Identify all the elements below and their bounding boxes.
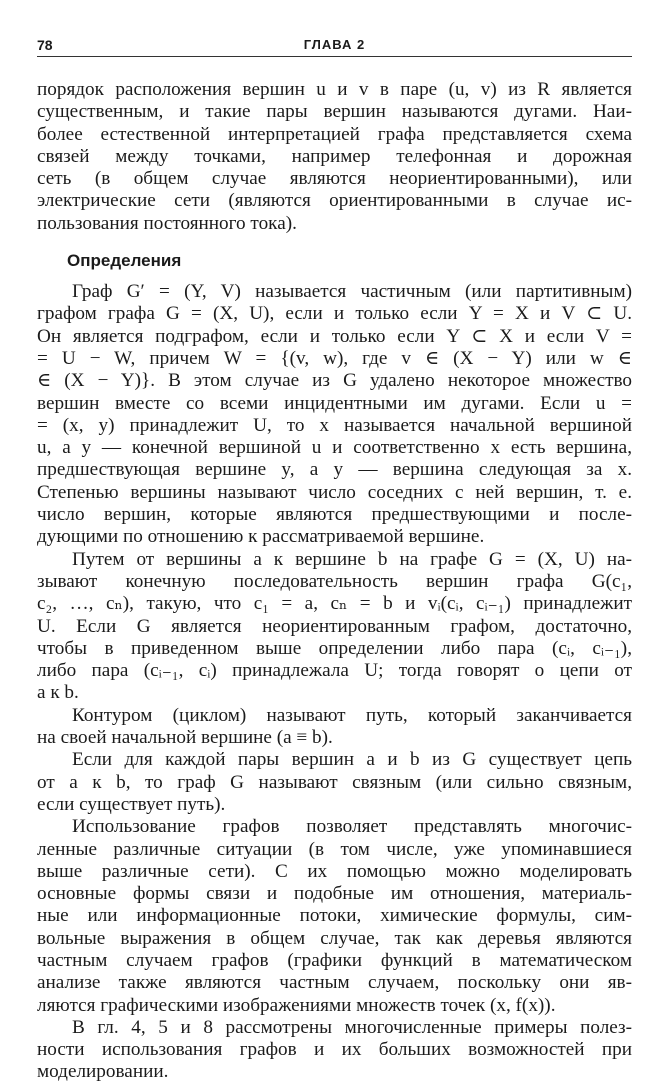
text-line: ленные различные ситуации (в том числе, уже упоминавшиеся	[37, 838, 632, 860]
text-line: Использование графов позволяет представлять многочис-	[72, 816, 632, 838]
paragraph-contour	[37, 705, 632, 750]
text-line: сеть (в общем случае являются неориентированными), или	[37, 168, 632, 190]
text-line: основные формы связи и подобные им отношения, материаль-	[37, 883, 632, 905]
text-line: предшествующая вершине y, а y — вершина следующая за x.	[37, 459, 632, 481]
text-line: Если для каждой пары вершин a и b из G существует цепь	[72, 749, 632, 771]
text-line: c₂, …, cₙ), такую, что c₁ = a, cₙ = b и vᵢ(cᵢ, cᵢ₋₁) принадлежит	[37, 593, 632, 615]
text-line: ляются графическими изображениями множеств точек (x, f(x)).	[37, 994, 556, 1016]
text-line: Он является подграфом, если и только если Y ⊂ X и если V =	[37, 325, 632, 347]
text-line: Степенью вершины называют число соседних с ней вершин, т. е.	[37, 481, 632, 503]
text-line: на своей начальной вершине (a ≡ b).	[37, 727, 333, 749]
text-line: более естественной интерпретацией графа представляется схема	[37, 123, 632, 145]
text-line: u, а y — конечной вершиной u и соответственно x есть вершина,	[37, 437, 632, 459]
text-line: зывают конечную последовательность вершин графа G(c₁,	[37, 570, 632, 592]
text-line: электрические сети (являются ориентированными в случае ис-	[37, 190, 632, 212]
text-line: Граф G′ = (Y, V) называется частичным (или партитивным)	[72, 281, 632, 303]
paragraph-path	[37, 549, 632, 705]
running-header	[37, 34, 632, 57]
text-line: вольные выражения в общем случае, так как деревья являются	[37, 927, 632, 949]
text-line: если существует путь).	[37, 793, 226, 815]
paragraph-chapters	[37, 1017, 632, 1084]
text-line: связей между точками, например телефонная и дорожная	[37, 145, 632, 167]
section-heading: Определения	[67, 251, 182, 271]
text-line: U. Если G является неориентированным графом, достаточно,	[37, 615, 632, 637]
text-line: выше различные сети). С их помощью можно моделировать	[37, 860, 632, 882]
text-line: a к b.	[37, 682, 79, 704]
text-line: либо пара (cᵢ₋₁, cᵢ) принадлежала U; тогда говорят о цепи от	[37, 660, 632, 682]
chapter-title: ГЛАВА 2	[303, 37, 366, 52]
book-page	[37, 34, 632, 1084]
paragraph-definitions	[37, 281, 632, 549]
intro-paragraph	[37, 79, 632, 235]
text-line: частным случаем графов (графики функций в математическом	[37, 949, 632, 971]
text-line: анализе также являются частным случаем, поскольку они яв-	[37, 972, 632, 994]
text-line: В гл. 4, 5 и 8 рассмотрены многочисленные примеры полез-	[72, 1016, 632, 1038]
text-line: число вершин, которые являются предшествующими и после-	[37, 504, 632, 526]
page-body	[37, 79, 632, 1084]
text-line: ные или информационные потоки, химические формулы, сим-	[37, 905, 632, 927]
text-line: чтобы в приведенном выше определении либо пара (cᵢ, cᵢ₋₁),	[37, 637, 632, 659]
text-line: моделировании.	[37, 1061, 169, 1083]
text-line: существенным, и такие пары вершин называются дугами. Наи-	[37, 101, 632, 123]
text-line: = (x, y) принадлежит U, то x называется начальной вершиной	[37, 414, 632, 436]
paragraph-usage	[37, 816, 632, 1017]
text-line: порядок расположения вершин u и v в паре (u, v) из R является	[37, 79, 632, 100]
text-line: Путем от вершины a к вершине b на графе G = (X, U) на-	[72, 548, 632, 570]
text-line: = U − W, причем W = {(v, w), где v ∈ (X − Y) или w ∈	[37, 347, 632, 369]
text-line: ности использования графов и их больших возможностей при	[37, 1039, 632, 1061]
text-line: графом графа G = (X, U), если и только если Y = X и V ⊂ U.	[37, 303, 632, 325]
text-line: Контуром (циклом) называют путь, который заканчивается	[72, 704, 632, 726]
paragraph-connected	[37, 749, 632, 816]
text-line: пользования постоянного тока).	[37, 212, 297, 234]
text-line: от a к b, то граф G называют связным (или сильно связным,	[37, 771, 632, 793]
text-line: вершин вместе со всеми инцидентными им дугами. Если u =	[37, 392, 632, 414]
page-number: 78	[37, 37, 53, 53]
text-line: дующими по отношению к рассматриваемой вершине.	[37, 526, 485, 548]
text-line: ∈ (X − Y)}. В этом случае из G удалено некоторое множество	[37, 370, 632, 392]
